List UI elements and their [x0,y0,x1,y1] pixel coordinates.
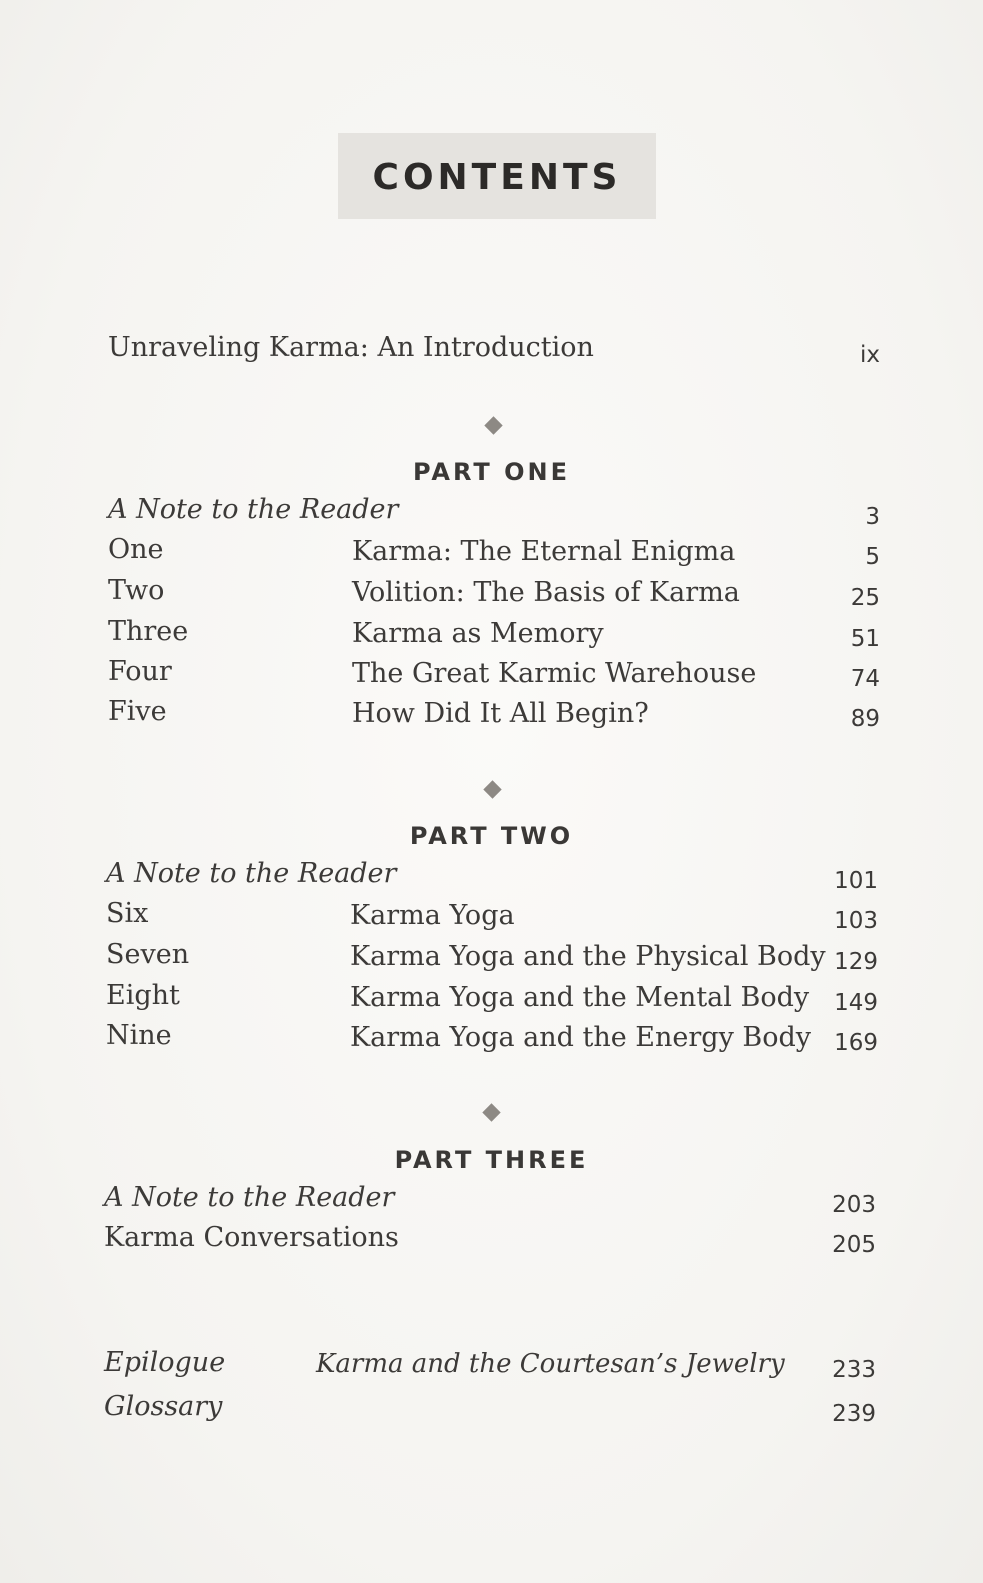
chapter-title: Karma Yoga and the Energy Body [350,1022,812,1053]
chapter-number: Two [108,575,165,606]
part-one-heading: PART ONE [413,458,570,486]
intro-title: Unraveling Karma: An Introduction [108,332,594,363]
chapter-page: 25 [850,585,880,611]
chapter-title: Karma Yoga and the Mental Body [350,982,810,1013]
intro-page: ix [859,342,880,368]
conversations-title: Karma Conversations [104,1222,399,1253]
chapter-title: The Great Karmic Warehouse [352,658,757,689]
chapter-page: 103 [834,908,878,934]
part-three-note-page: 203 [832,1192,876,1218]
chapter-page: 169 [834,1030,878,1056]
chapter-page: 129 [834,949,878,975]
chapter-page: 89 [850,706,880,732]
chapter-number: Three [108,616,189,647]
part-two-note-page: 101 [834,868,878,894]
part-three-note-title: A Note to the Reader [104,1182,395,1213]
epilogue-page: 233 [832,1357,876,1383]
conversations-page: 205 [832,1232,876,1258]
ornament-diamond-icon [483,780,501,798]
epilogue-label: Epilogue [104,1347,226,1378]
glossary-label: Glossary [104,1391,223,1422]
ornament-diamond-icon [484,416,502,434]
chapter-page: 74 [850,666,880,692]
chapter-title: Karma: The Eternal Enigma [352,536,736,567]
chapter-title: Karma as Memory [352,618,604,649]
chapter-number: Seven [106,939,190,970]
part-one-note-page: 3 [865,504,880,530]
chapter-page: 5 [865,544,880,570]
chapter-number: Four [108,656,172,687]
part-three-heading: PART THREE [394,1146,589,1174]
part-two-note-title: A Note to the Reader [106,858,397,889]
chapter-number: Eight [106,980,180,1011]
chapter-number: Six [106,898,149,929]
page-title: CONTENTS [372,157,622,198]
chapter-page: 149 [834,990,878,1016]
part-one-note-title: A Note to the Reader [108,494,399,525]
chapter-number: Five [108,696,167,727]
chapter-page: 51 [850,626,880,652]
chapter-title: How Did It All Begin? [352,698,649,729]
glossary-page: 239 [832,1401,876,1427]
chapter-title: Volition: The Basis of Karma [352,577,740,608]
chapter-title: Karma Yoga [350,900,515,931]
part-two-heading: PART TWO [409,822,574,850]
chapter-number: Nine [106,1020,172,1051]
chapter-number: One [108,534,164,565]
ornament-diamond-icon [482,1103,500,1121]
epilogue-title: Karma and the Courtesan’s Jewelry [316,1349,785,1379]
chapter-title: Karma Yoga and the Physical Body [350,941,826,972]
